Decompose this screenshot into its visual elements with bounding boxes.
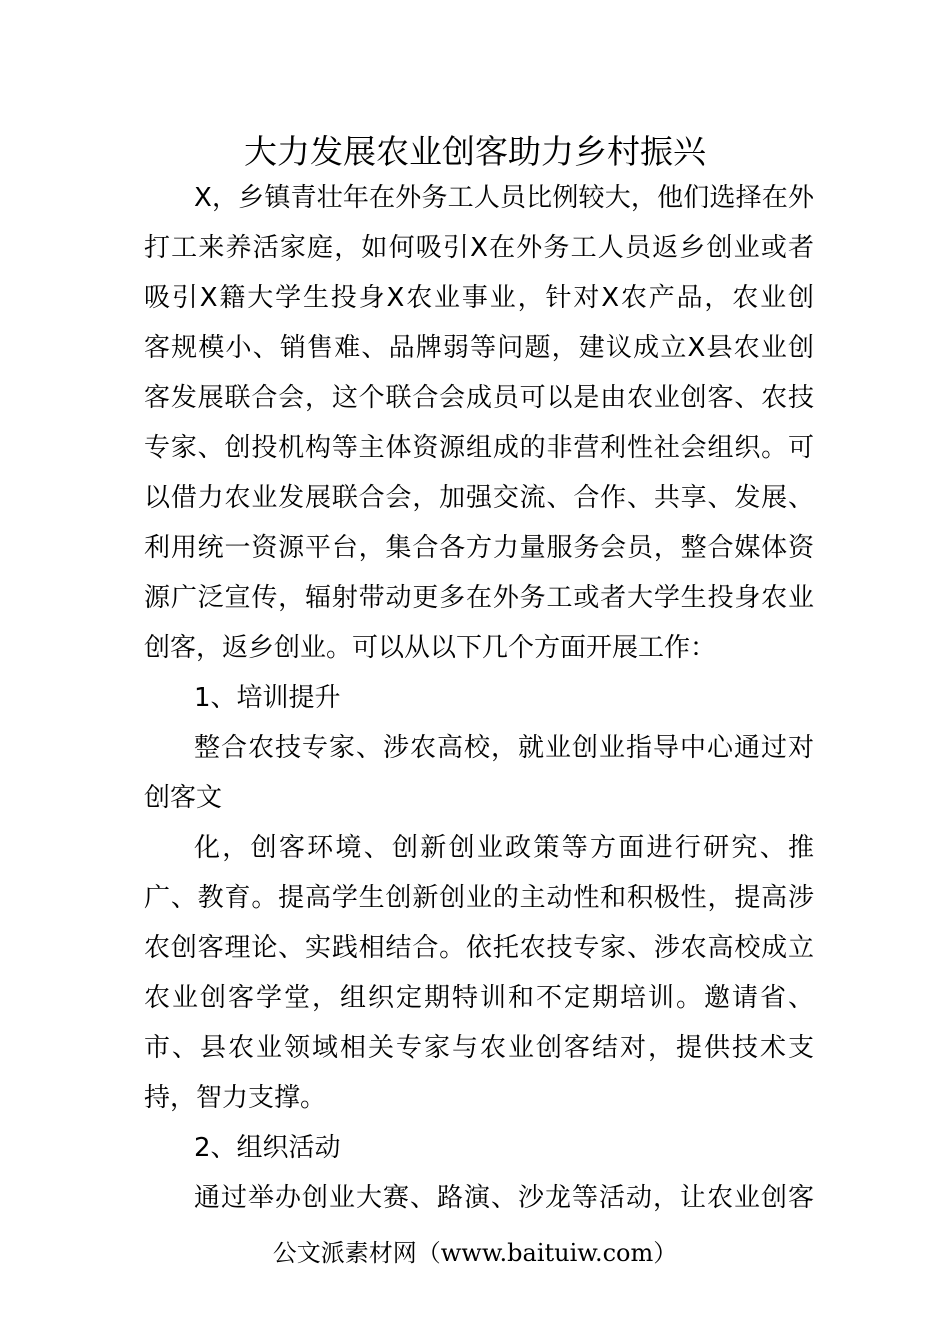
paragraph-line: 创客，返乡创业。可以从以下几个方面开展工作：: [144, 633, 717, 663]
paragraph-line: 利用统一资源平台，集合各方力量服务会员，整合媒体资: [144, 533, 814, 563]
paragraph-line: 农业创客学堂，组织定期特训和不定期培训。邀请省、: [144, 983, 814, 1013]
footer-source: 公文派素材网（www.baituiw.com）: [272, 1239, 678, 1267]
paragraph-line: 通过举办创业大赛、路演、沙龙等活动，让农业创客: [194, 1183, 814, 1213]
paragraph-line: 创客文: [144, 783, 223, 813]
paragraph-line: 持，智力支撑。: [144, 1083, 327, 1113]
paragraph-line: 广、教育。提高学生创新创业的主动性和积极性，提高涉: [144, 883, 814, 913]
section-heading: 2、组织活动: [194, 1133, 341, 1163]
paragraph-line: 客发展联合会，这个联合会成员可以是由农业创客、农技: [144, 383, 814, 413]
paragraph-line: 客规模小、销售难、品牌弱等问题，建议成立X县农业创: [144, 333, 814, 363]
paragraph-line: 整合农技专家、涉农高校，就业创业指导中心通过对: [194, 733, 814, 763]
paragraph-line: 市、县农业领域相关专家与农业创客结对，提供技术支: [144, 1033, 814, 1063]
paragraph-line: 以借力农业发展联合会，加强交流、合作、共享、发展、: [144, 483, 814, 513]
paragraph-line: 专家、创投机构等主体资源组成的非营利性社会组织。可: [144, 433, 814, 463]
paragraph-line: 打工来养活家庭，如何吸引X在外务工人员返乡创业或者: [144, 233, 814, 263]
document-title: 大力发展农业创客助力乡村振兴: [244, 132, 706, 171]
paragraph-line: 吸引X籍大学生投身X农业事业，针对X农产品，农业创: [144, 283, 814, 313]
paragraph-line: 源广泛宣传，辐射带动更多在外务工或者大学生投身农业: [144, 583, 814, 613]
paragraph-line: 化，创客环境、创新创业政策等方面进行研究、推: [194, 833, 814, 863]
paragraph-line: X，乡镇青壮年在外务工人员比例较大，他们选择在外: [194, 183, 814, 213]
paragraph-line: 农创客理论、实践相结合。依托农技专家、涉农高校成立: [144, 933, 814, 963]
section-heading: 1、培训提升: [194, 683, 341, 713]
